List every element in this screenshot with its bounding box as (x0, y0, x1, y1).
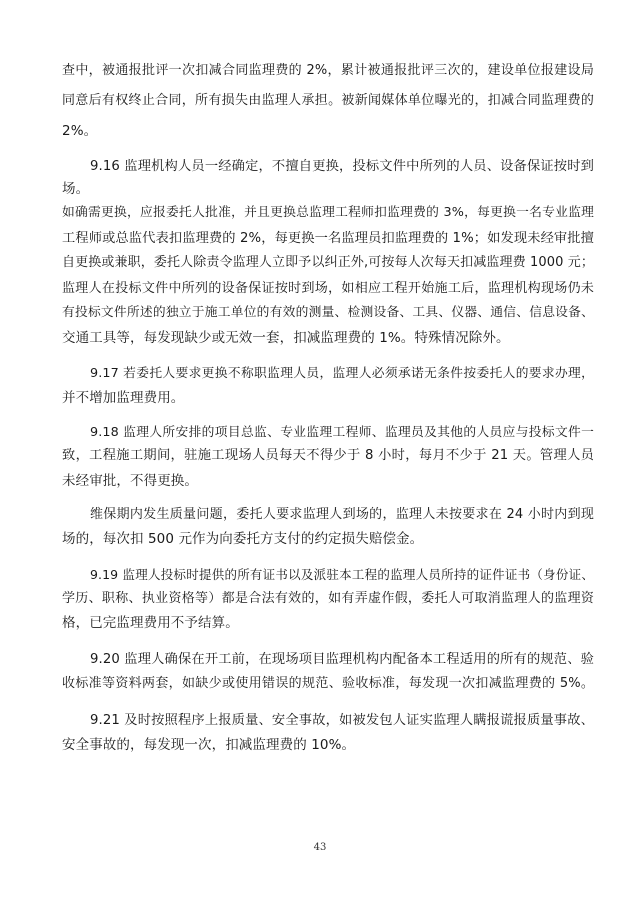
clause-9-19-line: 9.19 监理人投标时提供的所有证书以及派驻本工程的监理人员所持的证件证书（身份证、 (90, 567, 594, 582)
paragraph-line: 查中，被通报批评一次扣减合同监理费的 2%，累计被通报批评三次的，建设单位报建设局 (62, 63, 594, 78)
clause-9-18-line: 致，工程施工期间，驻施工现场人员每天不得少于 8 小时，每月不少于 21 天。管理人员 (62, 448, 594, 463)
paragraph-line: 自更换或兼职，委托人除责令监理人立即予以纠正外,可按每人次每天扣减监理费 1000 元； (62, 255, 594, 270)
paragraph-line: 工程师或总监代表扣监理费的 2%，每更换一名监理员扣监理费的 1%；如发现未经审批擅 (62, 231, 594, 246)
clause-9-21-line: 9.21 及时按照程序上报质量、安全事故，如被发包人证实监理人瞒报谎报质量事故、 (90, 713, 594, 728)
paragraph-line: 场的，每次扣 500 元作为向委托方支付的约定损失赔偿金。 (62, 531, 424, 547)
paragraph-line: 交通工具等，每发现缺少或无效一套，扣减监理费的 1%。特殊情况除外。 (62, 330, 510, 346)
clause-9-20-line: 收标准等资料两套，如缺少或使用错误的规范、验收标准，每发现一次扣减监理费的 5%。 (62, 676, 594, 691)
clause-9-16-line: 场。 (62, 181, 90, 197)
paragraph-line: 维保期内发生质量问题，委托人要求监理人到场的，监理人未按要求在 24 小时内到现 (90, 507, 594, 522)
clause-9-17-line: 9.17 若委托人要求更换不称职监理人员，监理人必须承诺无条件按委托人的要求办理， (90, 366, 594, 381)
paragraph-line: 2%。 (62, 123, 98, 139)
clause-9-21-line: 安全事故的，每发现一次，扣减监理费的 10%。 (62, 737, 356, 753)
clause-9-20-line: 9.20 监理人确保在开工前，在现场项目监理机构内配备本工程适用的所有的规范、验 (90, 652, 594, 667)
paragraph-line: 有投标文件所述的独立于施工单位的有效的测量、检测设备、工具、仪器、通信、信息设备、 (62, 305, 594, 320)
paragraph-line: 同意后有权终止合同，所有损失由监理人承担。被新闻媒体单位曝光的，扣减合同监理费的 (62, 93, 594, 108)
clause-9-17-line: 并不增加监理费用。 (62, 390, 185, 406)
clause-9-18-line: 9.18 监理人所安排的项目总监、专业监理工程师、监理员及其他的人员应与投标文件一 (90, 425, 594, 440)
clause-9-18-line: 未经审批，不得更换。 (62, 473, 198, 489)
paragraph-line: 如确需更换，应报委托人批准，并且更换总监理工程师扣监理费的 3%，每更换一名专业监理 (62, 205, 594, 220)
clause-9-19-line: 格，已完监理费用不予结算。 (62, 615, 239, 631)
clause-9-19-line: 学历、职称、执业资格等）都是合法有效的，如有弄虚作假，委托人可取消监理人的监理资 (62, 591, 594, 606)
paragraph-line: 监理人在投标文件中所列的设备保证按时到场，如相应工程开始施工后，监理机构现场仍未 (62, 281, 594, 296)
page-number: 43 (313, 842, 327, 853)
clause-9-16-line: 9.16 监理机构人员一经确定，不擅自更换，投标文件中所列的人员、设备保证按时到 (90, 159, 594, 174)
